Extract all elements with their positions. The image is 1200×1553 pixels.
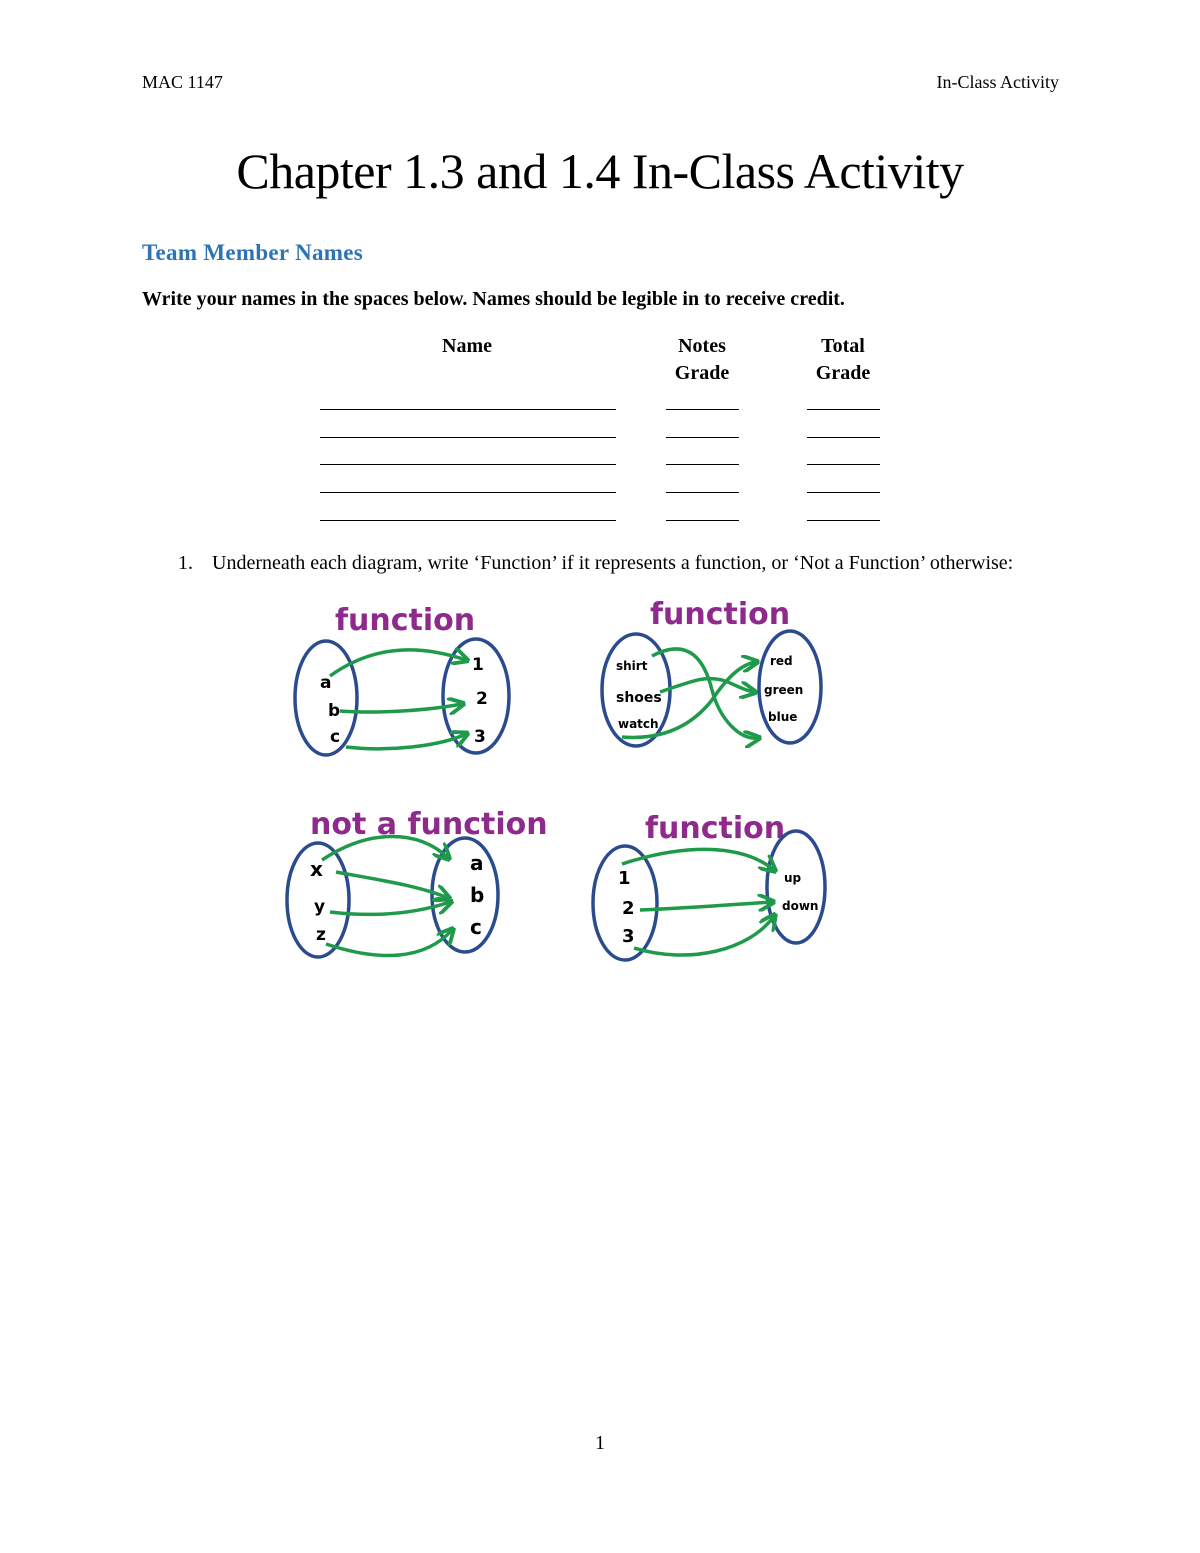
domain-oval xyxy=(295,641,357,755)
range-element: 1 xyxy=(472,655,484,675)
range-element: green xyxy=(764,683,804,697)
domain-element: shirt xyxy=(616,659,648,673)
mapping-arrow xyxy=(660,679,754,693)
domain-element: watch xyxy=(618,717,659,731)
range-element: c xyxy=(470,915,482,939)
mapping-arrow xyxy=(346,734,466,749)
diagram-1 xyxy=(295,603,509,755)
diagram-3-label: not a function xyxy=(310,807,548,842)
question-number: 1. xyxy=(178,552,193,574)
column-header-notes-grade: Notes Grade xyxy=(674,335,730,384)
domain-element: 2 xyxy=(622,898,635,919)
domain-element: 3 xyxy=(622,926,635,947)
domain-element: c xyxy=(330,727,341,747)
diagram-1-label: function xyxy=(335,603,476,638)
column-header-total-grade: Total Grade xyxy=(815,335,871,384)
diagram-2-label: function xyxy=(650,597,791,632)
section-heading: Team Member Names xyxy=(142,240,363,265)
diagram-4-label: function xyxy=(645,811,786,846)
domain-element: a xyxy=(320,673,332,693)
range-element: up xyxy=(784,871,802,885)
header-doc-type: In-Class Activity xyxy=(936,72,1059,92)
domain-element: shoes xyxy=(616,690,662,706)
diagram-3 xyxy=(287,807,548,957)
range-element: a xyxy=(470,851,484,875)
range-element: blue xyxy=(768,710,798,724)
domain-element: 1 xyxy=(618,868,631,889)
page-number: 1 xyxy=(595,1432,605,1454)
domain-element: b xyxy=(328,701,341,721)
domain-element: x xyxy=(310,857,323,881)
diagram-2 xyxy=(602,597,821,746)
range-element: down xyxy=(782,899,819,913)
range-element: 2 xyxy=(476,689,488,709)
domain-element: z xyxy=(316,925,326,945)
mapping-arrow xyxy=(326,930,452,956)
page-title: Chapter 1.3 and 1.4 In-Class Activity xyxy=(236,143,964,199)
column-header-name: Name xyxy=(442,335,492,357)
range-element: red xyxy=(770,654,793,668)
mapping-arrow xyxy=(640,902,772,910)
header-course: MAC 1147 xyxy=(142,72,223,92)
range-oval xyxy=(767,831,825,943)
range-element: 3 xyxy=(474,727,486,747)
domain-element: y xyxy=(314,897,326,917)
mapping-arrow xyxy=(652,649,758,738)
question-text: Underneath each diagram, write ‘Function’ if it represents a function, or ‘Not a Function’ otherwise: xyxy=(212,552,1014,574)
diagram-4 xyxy=(593,811,825,960)
range-element: b xyxy=(470,883,485,907)
instructions: Write your names in the spaces below. Names should be legible in to receive credit. xyxy=(142,288,845,310)
